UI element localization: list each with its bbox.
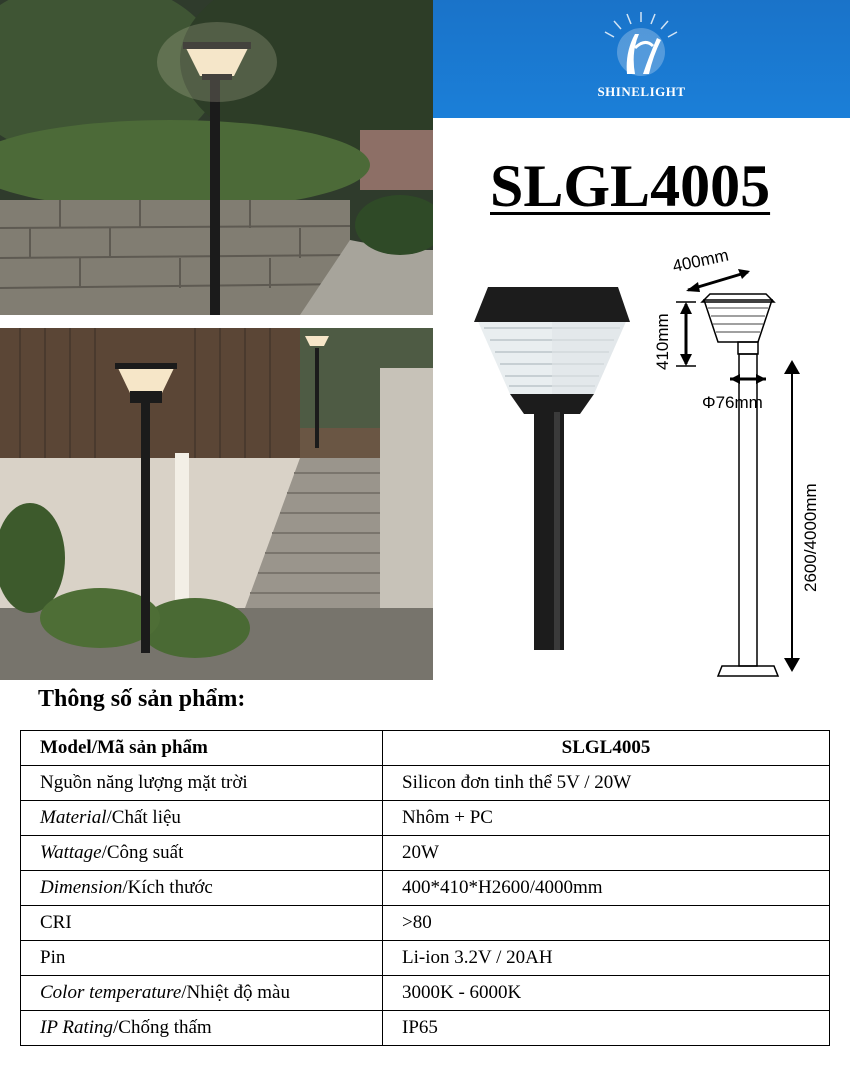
row-value-cell: Li-ion 3.2V / 20AH bbox=[383, 941, 830, 976]
header-value-cell: SLGL4005 bbox=[383, 731, 830, 766]
photo-stairs bbox=[0, 328, 433, 680]
diameter-dimension-label: Φ76mm bbox=[702, 393, 763, 412]
spec-heading: Thông số sản phẩm: bbox=[38, 686, 246, 712]
row-value-cell: Nhôm + PC bbox=[383, 801, 830, 836]
row-label-italic: IP Rating bbox=[40, 1017, 114, 1038]
page-title: SLGL4005 bbox=[490, 153, 771, 219]
shinelight-logo-icon bbox=[433, 0, 850, 118]
table-row bbox=[21, 976, 830, 1011]
logo-banner bbox=[433, 0, 850, 118]
row-value-cell: 3000K - 6000K bbox=[383, 976, 830, 1011]
row-label: CRI bbox=[40, 912, 72, 933]
height-dimension-label: 410mm bbox=[653, 313, 672, 370]
row-label-cell bbox=[21, 801, 383, 836]
row-label-italic: Material bbox=[40, 807, 107, 828]
row-label: /Chống thấm bbox=[113, 1017, 212, 1038]
row-label: /Chất liệu bbox=[106, 807, 181, 828]
row-label-cell bbox=[21, 941, 383, 976]
row-label-italic: Wattage bbox=[40, 842, 102, 863]
row-value-cell: >80 bbox=[383, 906, 830, 941]
row-label-italic: Color temperature bbox=[40, 982, 182, 1003]
dimension-diagram bbox=[650, 242, 850, 682]
pole-dimension-label: 2600/4000mm bbox=[801, 483, 820, 592]
table-row bbox=[21, 1011, 830, 1046]
row-label: Pin bbox=[40, 947, 66, 968]
table-row bbox=[21, 941, 830, 976]
product-lamp-image bbox=[468, 282, 638, 662]
row-label: /Công suất bbox=[101, 842, 184, 863]
row-value-cell: 400*410*H2600/4000mm bbox=[383, 871, 830, 906]
header-label-cell: Model/Mã sản phẩm bbox=[21, 731, 383, 766]
table-row bbox=[21, 766, 830, 801]
row-label-cell bbox=[21, 836, 383, 871]
width-dimension-label: 400mm bbox=[670, 245, 731, 276]
row-label: /Kích thước bbox=[122, 877, 213, 898]
logo-text: SHINELIGHT bbox=[597, 84, 686, 99]
table-row bbox=[21, 836, 830, 871]
row-label-cell bbox=[21, 766, 383, 801]
row-label: /Nhiệt độ màu bbox=[181, 982, 290, 1003]
row-label-cell bbox=[21, 1011, 383, 1046]
row-value-cell: IP65 bbox=[383, 1011, 830, 1046]
row-label-cell bbox=[21, 871, 383, 906]
row-label-italic: Dimension bbox=[40, 877, 123, 898]
row-label-cell bbox=[21, 906, 383, 941]
table-row bbox=[21, 871, 830, 906]
row-label: Nguồn năng lượng mặt trời bbox=[40, 772, 248, 793]
row-label-cell bbox=[21, 976, 383, 1011]
row-value-cell: Silicon đơn tinh thể 5V / 20W bbox=[383, 766, 830, 801]
table-row bbox=[21, 801, 830, 836]
photo-garden-wall bbox=[0, 0, 433, 315]
table-row bbox=[21, 906, 830, 941]
table-header-row bbox=[21, 731, 830, 766]
spec-table bbox=[20, 730, 830, 1046]
row-value-cell: 20W bbox=[383, 836, 830, 871]
